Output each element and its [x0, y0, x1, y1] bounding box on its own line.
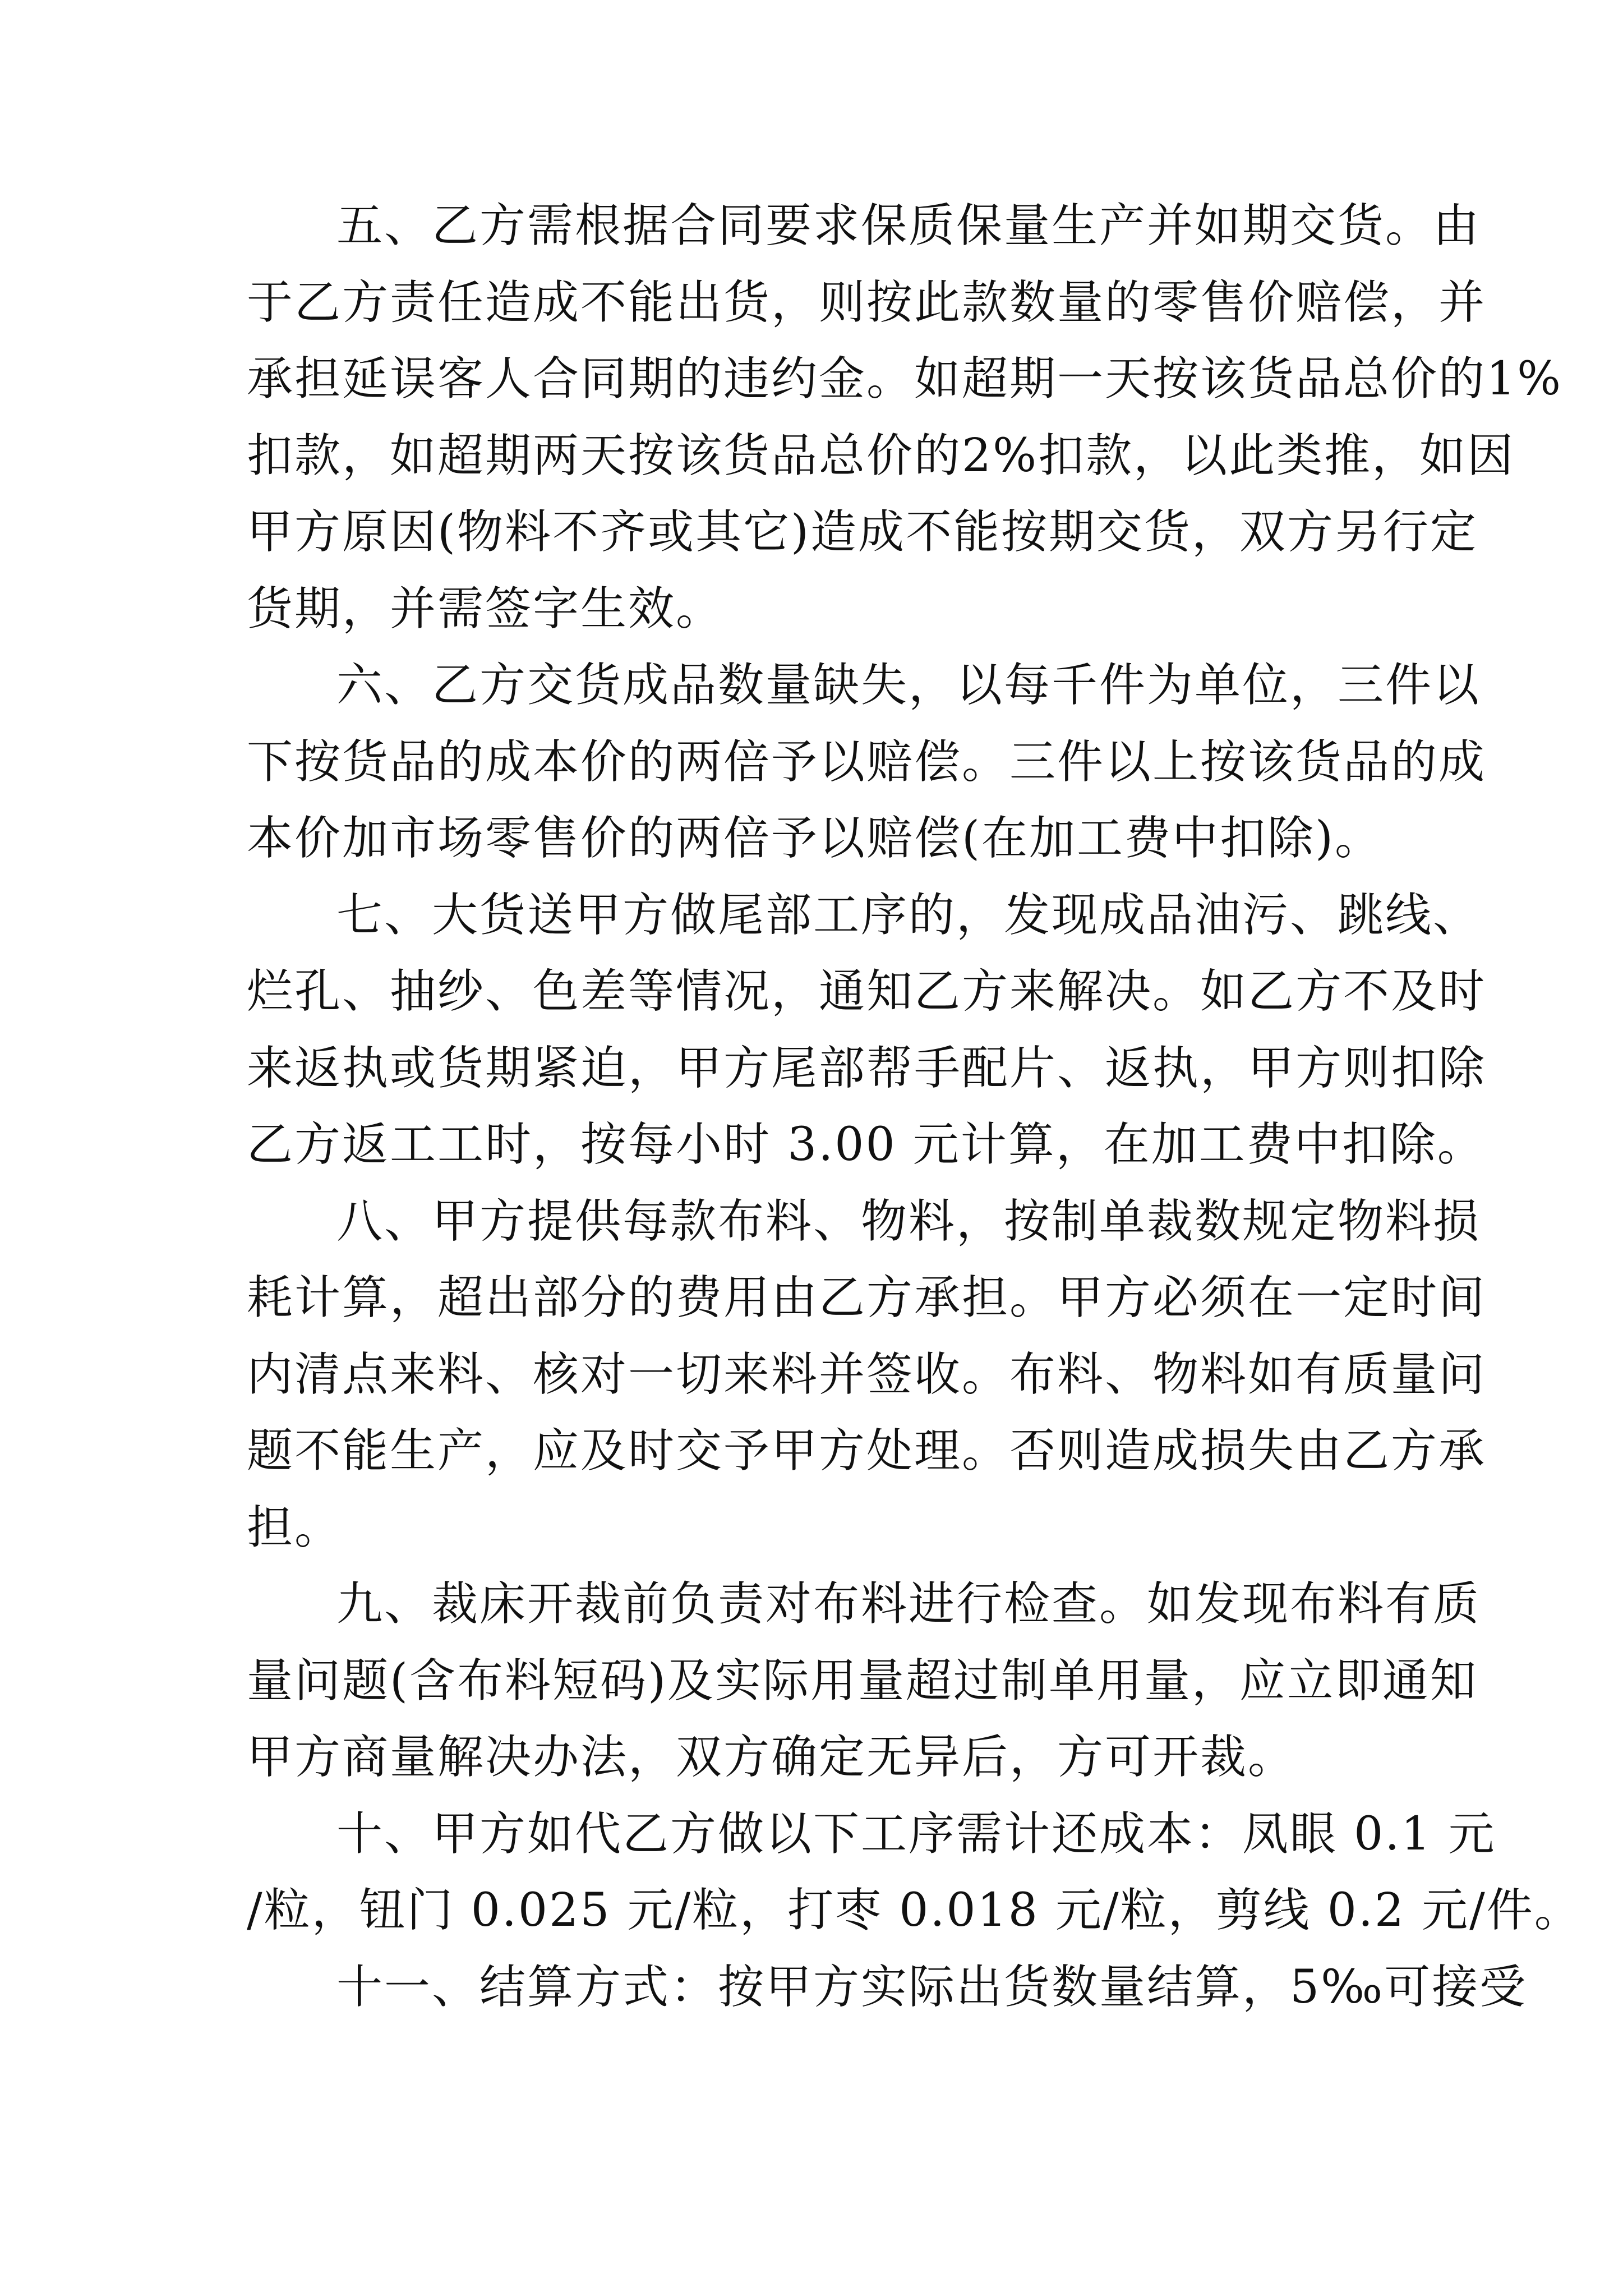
clause-6-paragraph: [247, 647, 1487, 877]
clause-9-paragraph: [247, 1566, 1481, 1796]
text-line: 承担延误客人合同期的违约金。如超期一天按该货品总价的1%: [247, 352, 1563, 406]
text-line: 下按货品的成本价的两倍予以赔偿。三件以上按该货品的成: [247, 735, 1487, 789]
text-line: /粒，钮门 0.025 元/粒，打枣 0.018 元/粒，剪线 0.2 元/件。: [247, 1884, 1582, 1937]
text-line: 七、大货送甲方做尾部工序的，发现成品油污、跳线、: [336, 888, 1481, 942]
text-line: 货期，并需签字生效。: [247, 582, 724, 636]
clause-11-paragraph: [247, 1949, 1528, 2026]
clause-5-paragraph: [247, 188, 1563, 647]
text-line: 十一、结算方式：按甲方实际出货数量结算，5‰可接受: [336, 1960, 1528, 2014]
text-line: 担。: [247, 1501, 343, 1554]
text-line: 乙方返工工时，按每小时 3.00 元计算，在加工费中扣除。: [247, 1118, 1485, 1171]
clause-8-paragraph: [247, 1184, 1487, 1567]
text-line: 甲方原因(物料不齐或其它)造成不能按期交货，双方另行定: [247, 505, 1478, 559]
text-line: 本价加市场零售价的两倍予以赔偿(在加工费中扣除)。: [247, 812, 1382, 865]
text-line: 五、乙方需根据合同要求保质保量生产并如期交货。由: [336, 199, 1481, 252]
text-line: 十、甲方如代乙方做以下工序需计还成本：凤眼 0.1 元: [336, 1807, 1496, 1861]
document-page: [247, 188, 1582, 2026]
text-line: 题不能生产，应及时交予甲方处理。否则造成损失由乙方承: [247, 1424, 1487, 1478]
text-line: 于乙方责任造成不能出货，则按此款数量的零售价赔偿，并: [247, 275, 1487, 329]
text-line: 甲方商量解决办法，双方确定无异后，方可开裁。: [247, 1731, 1296, 1784]
text-line: 量问题(含布料短码)及实际用量超过制单用量，应立即通知: [247, 1654, 1478, 1708]
text-line: 耗计算，超出部分的费用由乙方承担。甲方必须在一定时间: [247, 1271, 1487, 1324]
text-line: 六、乙方交货成品数量缺失，以每千件为单位，三件以: [336, 659, 1481, 712]
clause-7-paragraph: [247, 877, 1487, 1184]
clause-10-paragraph: [247, 1796, 1582, 1949]
text-line: 内清点来料、核对一切来料并签收。布料、物料如有质量问: [247, 1347, 1487, 1401]
text-line: 八、甲方提供每款布料、物料，按制单裁数规定物料损: [336, 1194, 1481, 1248]
text-line: 来返执或货期紧迫，甲方尾部帮手配片、返执，甲方则扣除: [247, 1041, 1487, 1095]
text-line: 扣款，如超期两天按该货品总价的2%扣款，以此类推，如因: [247, 429, 1515, 482]
text-line: 九、裁床开裁前负责对布料进行检查。如发现布料有质: [336, 1577, 1481, 1631]
text-line: 烂孔、抽纱、色差等情况，通知乙方来解决。如乙方不及时: [247, 965, 1487, 1018]
